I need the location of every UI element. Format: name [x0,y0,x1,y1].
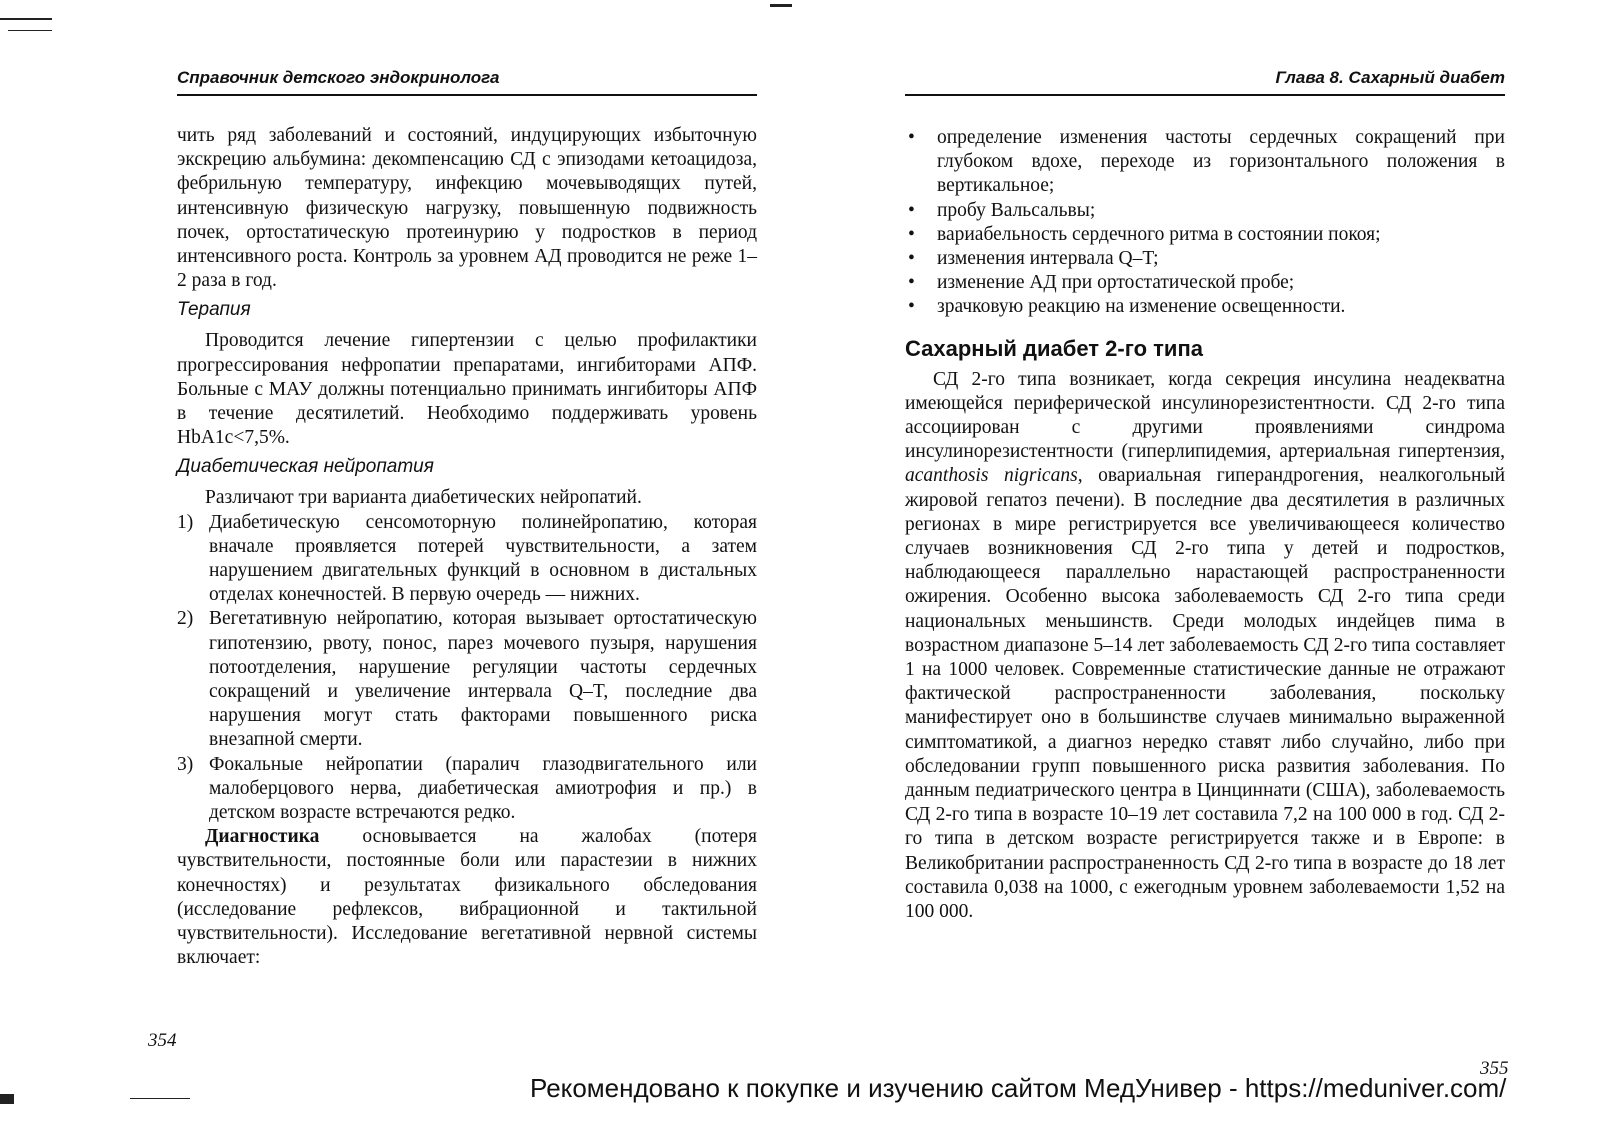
list-item-text: изменения интервала Q–T; [937,248,1159,270]
left-page-body [177,124,757,971]
neuropathy-intro: Различают три варианта диабетических нейропатий. [205,487,642,509]
page-number-right: 355 [1480,1058,1509,1079]
neuropathy-heading: Диабетическая нейропатия [177,456,434,478]
list-item-number: 1) [177,511,194,533]
list-item-number: 2) [177,608,194,630]
right-page-body [905,126,1505,924]
type2-paragraph [905,368,1505,925]
type2-text-italic: acanthosis nigricans [905,465,1078,487]
list-item [905,199,1505,223]
scan-mark-top-center [770,4,792,7]
autonomic-tests-list [905,126,1505,320]
list-item-text: определение изменения частоты сердечных сокращений при глубоком вдохе, переходе из горизонтального положения в вертикальное; [937,127,1505,197]
list-item [177,753,757,826]
therapy-heading: Терапия [177,299,251,321]
bullet-icon: • [908,296,915,318]
type2-text-part2: , овариальная гиперандрогения, неалкогольный жировой гепатоз печени). В последние два десятилетия в различных регионах в мире регистрируется все увеличивающееся количество случаев возникновения СД 2-го типа у детей и подростков, наблюдающееся параллельно нарастающей распространенности ожирения. Особенно высока заболеваемость СД 2-го типа среди национальных меньшинств. Среди молодых индейцев пима в возрастном диапазоне 5–14 лет заболеваемость СД 2-го типа составляет 1 на 1000 человек. Современные статистические данные не отражают фактической распространенности заболевания, поскольку манифестирует оно в большинстве случаев минимально выраженной симптоматикой, а диагноз нередко ставят либо случайно, либо при обследовании групп повышенного риска развития заболевания. По данным педиатрического центра в Цинциннати (США), заболеваемость СД 2-го типа в возрасте 10–19 лет составила 7,2 на 100 000 в год. СД 2-го типа в детском возрасте регистрируется также и в Европе: в Великобритании распространенность СД 2-го типа в возрасте до 18 лет составила 0,038 на 1000, с ежегодным уровнем заболеваемости 1,52 на 100 000. [905,465,1506,923]
list-item-text: Диабетическую сенсомоторную полинейропатию, которая вначале проявляется потерей чувствительности, а затем нарушением двигательных функций в основном в дистальных отделах конечностей. В первую очередь — нижних. [209,511,757,606]
diagnostics-paragraph [177,825,757,970]
running-head-left: Справочник детского эндокринолога [177,66,757,96]
bullet-icon: • [908,127,915,148]
scan-mark-top-left-2 [8,30,52,31]
type2-text-part1: СД 2-го типа возникает, когда секреция инсулина неадекватна имеющейся периферической инсулинорезистентности. СД 2-го типа ассоциирован с другими проявлениями синдрома инсулинорезистентности (гиперлипидемия, артериальная гипертензия, [905,368,1505,463]
scan-mark-bottom-rule [130,1098,190,1099]
list-item [905,126,1505,199]
list-item-text: Фокальные нейропатии (паралич глазодвигательного или малоберцового нерва, диабетическая амиотрофия и пр.) в детском возрасте встречаются редко. [209,753,757,824]
diagnostics-text: основывается на жалобах (потеря чувствительности, постоянные боли или парастезии в нижних конечностях) и результатах физикального обследования (исследование рефлексов, вибрационной и тактильной чувствительности). Исследование вегетативной нервной системы включает: [177,826,757,969]
section-title: Сахарный диабет 2-го типа [905,335,1203,361]
running-head-right: Глава 8. Сахарный диабет [905,66,1505,96]
list-item [905,295,1505,319]
list-item [905,247,1505,271]
list-item-text: изменение АД при ортостатической пробе; [937,272,1295,294]
list-item [177,511,757,608]
intro-paragraph: чить ряд заболеваний и состояний, индуцирующих избыточную экскрецию альбумина: декомпенсацию СД с эпизодами кетоацидоза, фебрильную температуру, инфекцию мочевыводящих путей, интенсивную физическую нагрузку, повышенную подвижность почек, ортостатическую протеинурию у подростков в период интенсивного роста. Контроль за уровнем АД проводится не реже 1–2 раза в год. [177,125,757,292]
bullet-icon: • [908,199,915,221]
list-item [905,223,1505,247]
scan-mark-top-left [0,18,52,20]
bullet-icon: • [908,272,915,294]
list-item-number: 3) [177,753,194,775]
therapy-paragraph: Проводится лечение гипертензии с целью профилактики прогрессирования нефропатии препаратами, ингибиторами АПФ. Больные с МАУ должны потенциально принимать ингибиторы АПФ в течение десятилетий. Необходимо поддерживать уровень HbA1c<7,5%. [177,330,757,449]
bullet-icon: • [908,223,915,245]
list-item-text: пробу Вальсальвы; [937,199,1096,221]
list-item-text: вариабельность сердечного ритма в состоянии покоя; [937,223,1381,245]
page-number-left: 354 [148,1030,177,1051]
scan-mark-bottom-left [0,1094,14,1104]
diagnostics-term: Диагностика [205,826,320,848]
bullet-icon: • [908,248,915,270]
neuropathy-list [177,511,757,826]
list-item [905,271,1505,295]
list-item [177,607,757,752]
list-item-text: зрачковую реакцию на изменение освещенности. [937,296,1346,318]
list-item-text: Вегетативную нейропатию, которая вызывает ортостатическую гипотензию, рвоту, понос, парез мочевого пузыря, нарушения потоотделения, нарушение регуляции частоты сердечных сокращений и увеличение интервала Q–T, последние два нарушения могут стать факторами повышенного риска внезапной смерти. [209,608,757,751]
site-watermark: Рекомендовано к покупке и изучению сайтом МедУнивер - https://meduniver.com/ [530,1073,1507,1103]
